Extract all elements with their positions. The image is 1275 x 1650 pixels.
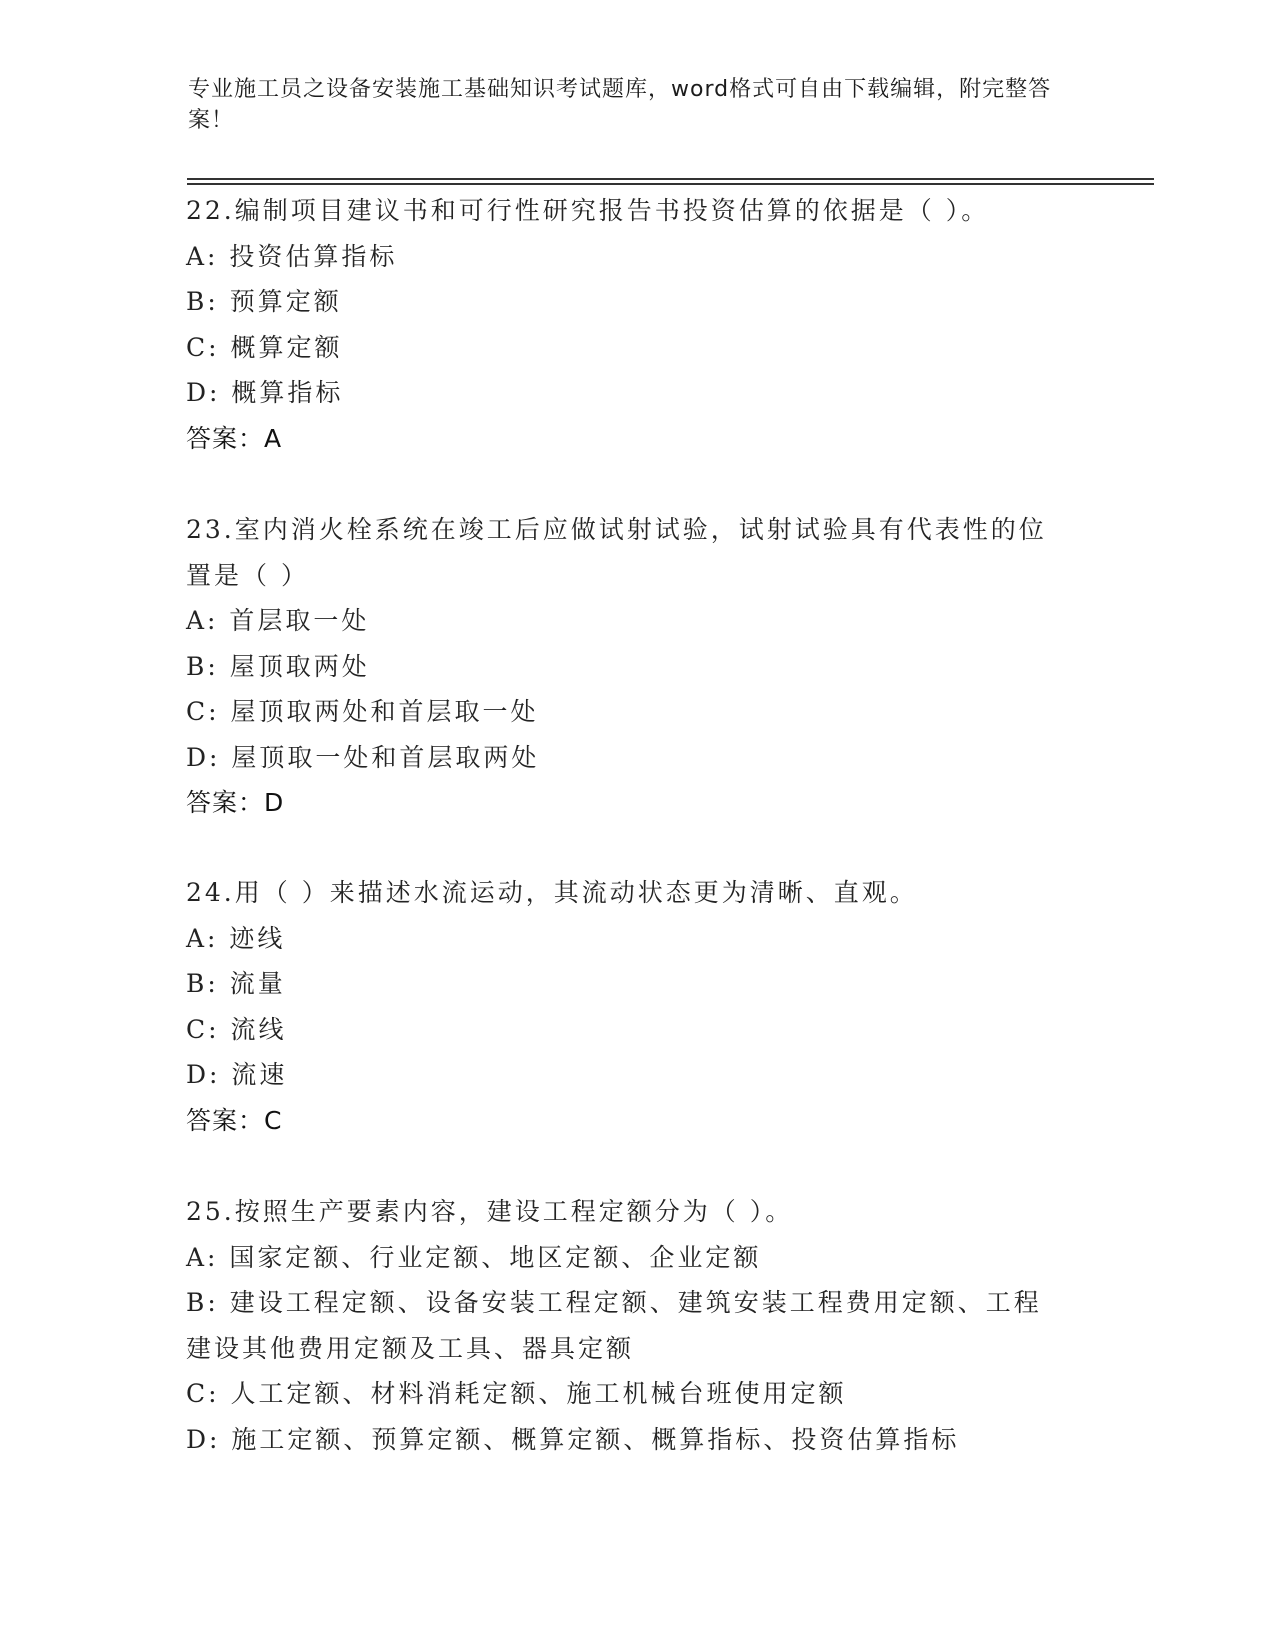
option-a: A: 国家定额、行业定额、地区定额、企业定额 <box>186 1242 762 1272</box>
option-b: B: 屋顶取两处 <box>186 651 370 681</box>
option-b: B: 建设工程定额、设备安装工程定额、建筑安装工程费用定额、工程建设其他费用定额及工具、器具定额 <box>186 1288 1042 1363</box>
question-24 <box>186 870 1086 1143</box>
answer-label: 答案：A <box>186 423 283 453</box>
header-divider-top <box>187 178 1154 180</box>
question-stem: 23.室内消火栓系统在竣工后应做试射试验，试射试验具有代表性的位置是（ ） <box>186 515 1047 590</box>
option-d: D: 流速 <box>186 1060 288 1089</box>
option-c: C: 人工定额、材料消耗定额、施工机械台班使用定额 <box>186 1379 847 1408</box>
header-divider-bottom <box>187 183 1154 185</box>
option-d: D: 施工定额、预算定额、概算定额、概算指标、投资估算指标 <box>186 1424 960 1454</box>
question-stem: 25.按照生产要素内容，建设工程定额分为（ ）。 <box>186 1197 794 1226</box>
question-stem: 22.编制项目建议书和可行性研究报告书投资估算的依据是（ ）。 <box>186 196 990 225</box>
question-22 <box>186 188 1086 461</box>
option-b: B: 预算定额 <box>186 287 342 316</box>
question-23 <box>186 507 1086 826</box>
option-c: C: 流线 <box>186 1014 287 1044</box>
option-c: C: 屋顶取两处和首层取一处 <box>186 697 539 726</box>
question-25 <box>186 1189 1086 1462</box>
document-header: 专业施工员之设备安装施工基础知识考试题库，word格式可自由下载编辑，附完整答案！ <box>188 77 1052 133</box>
option-c: C: 概算定额 <box>186 332 343 362</box>
question-stem: 24.用（ ）来描述水流运动，其流动状态更为清晰、直观。 <box>186 878 918 907</box>
option-a: A: 迹线 <box>186 923 286 953</box>
option-b: B: 流量 <box>186 969 286 998</box>
option-a: A: 投资估算指标 <box>186 241 398 271</box>
option-d: D: 概算指标 <box>186 378 344 407</box>
answer-label: 答案：C <box>186 1105 283 1135</box>
option-d: D: 屋顶取一处和首层取两处 <box>186 742 540 772</box>
option-a: A: 首层取一处 <box>186 606 370 635</box>
answer-label: 答案：D <box>186 788 285 817</box>
